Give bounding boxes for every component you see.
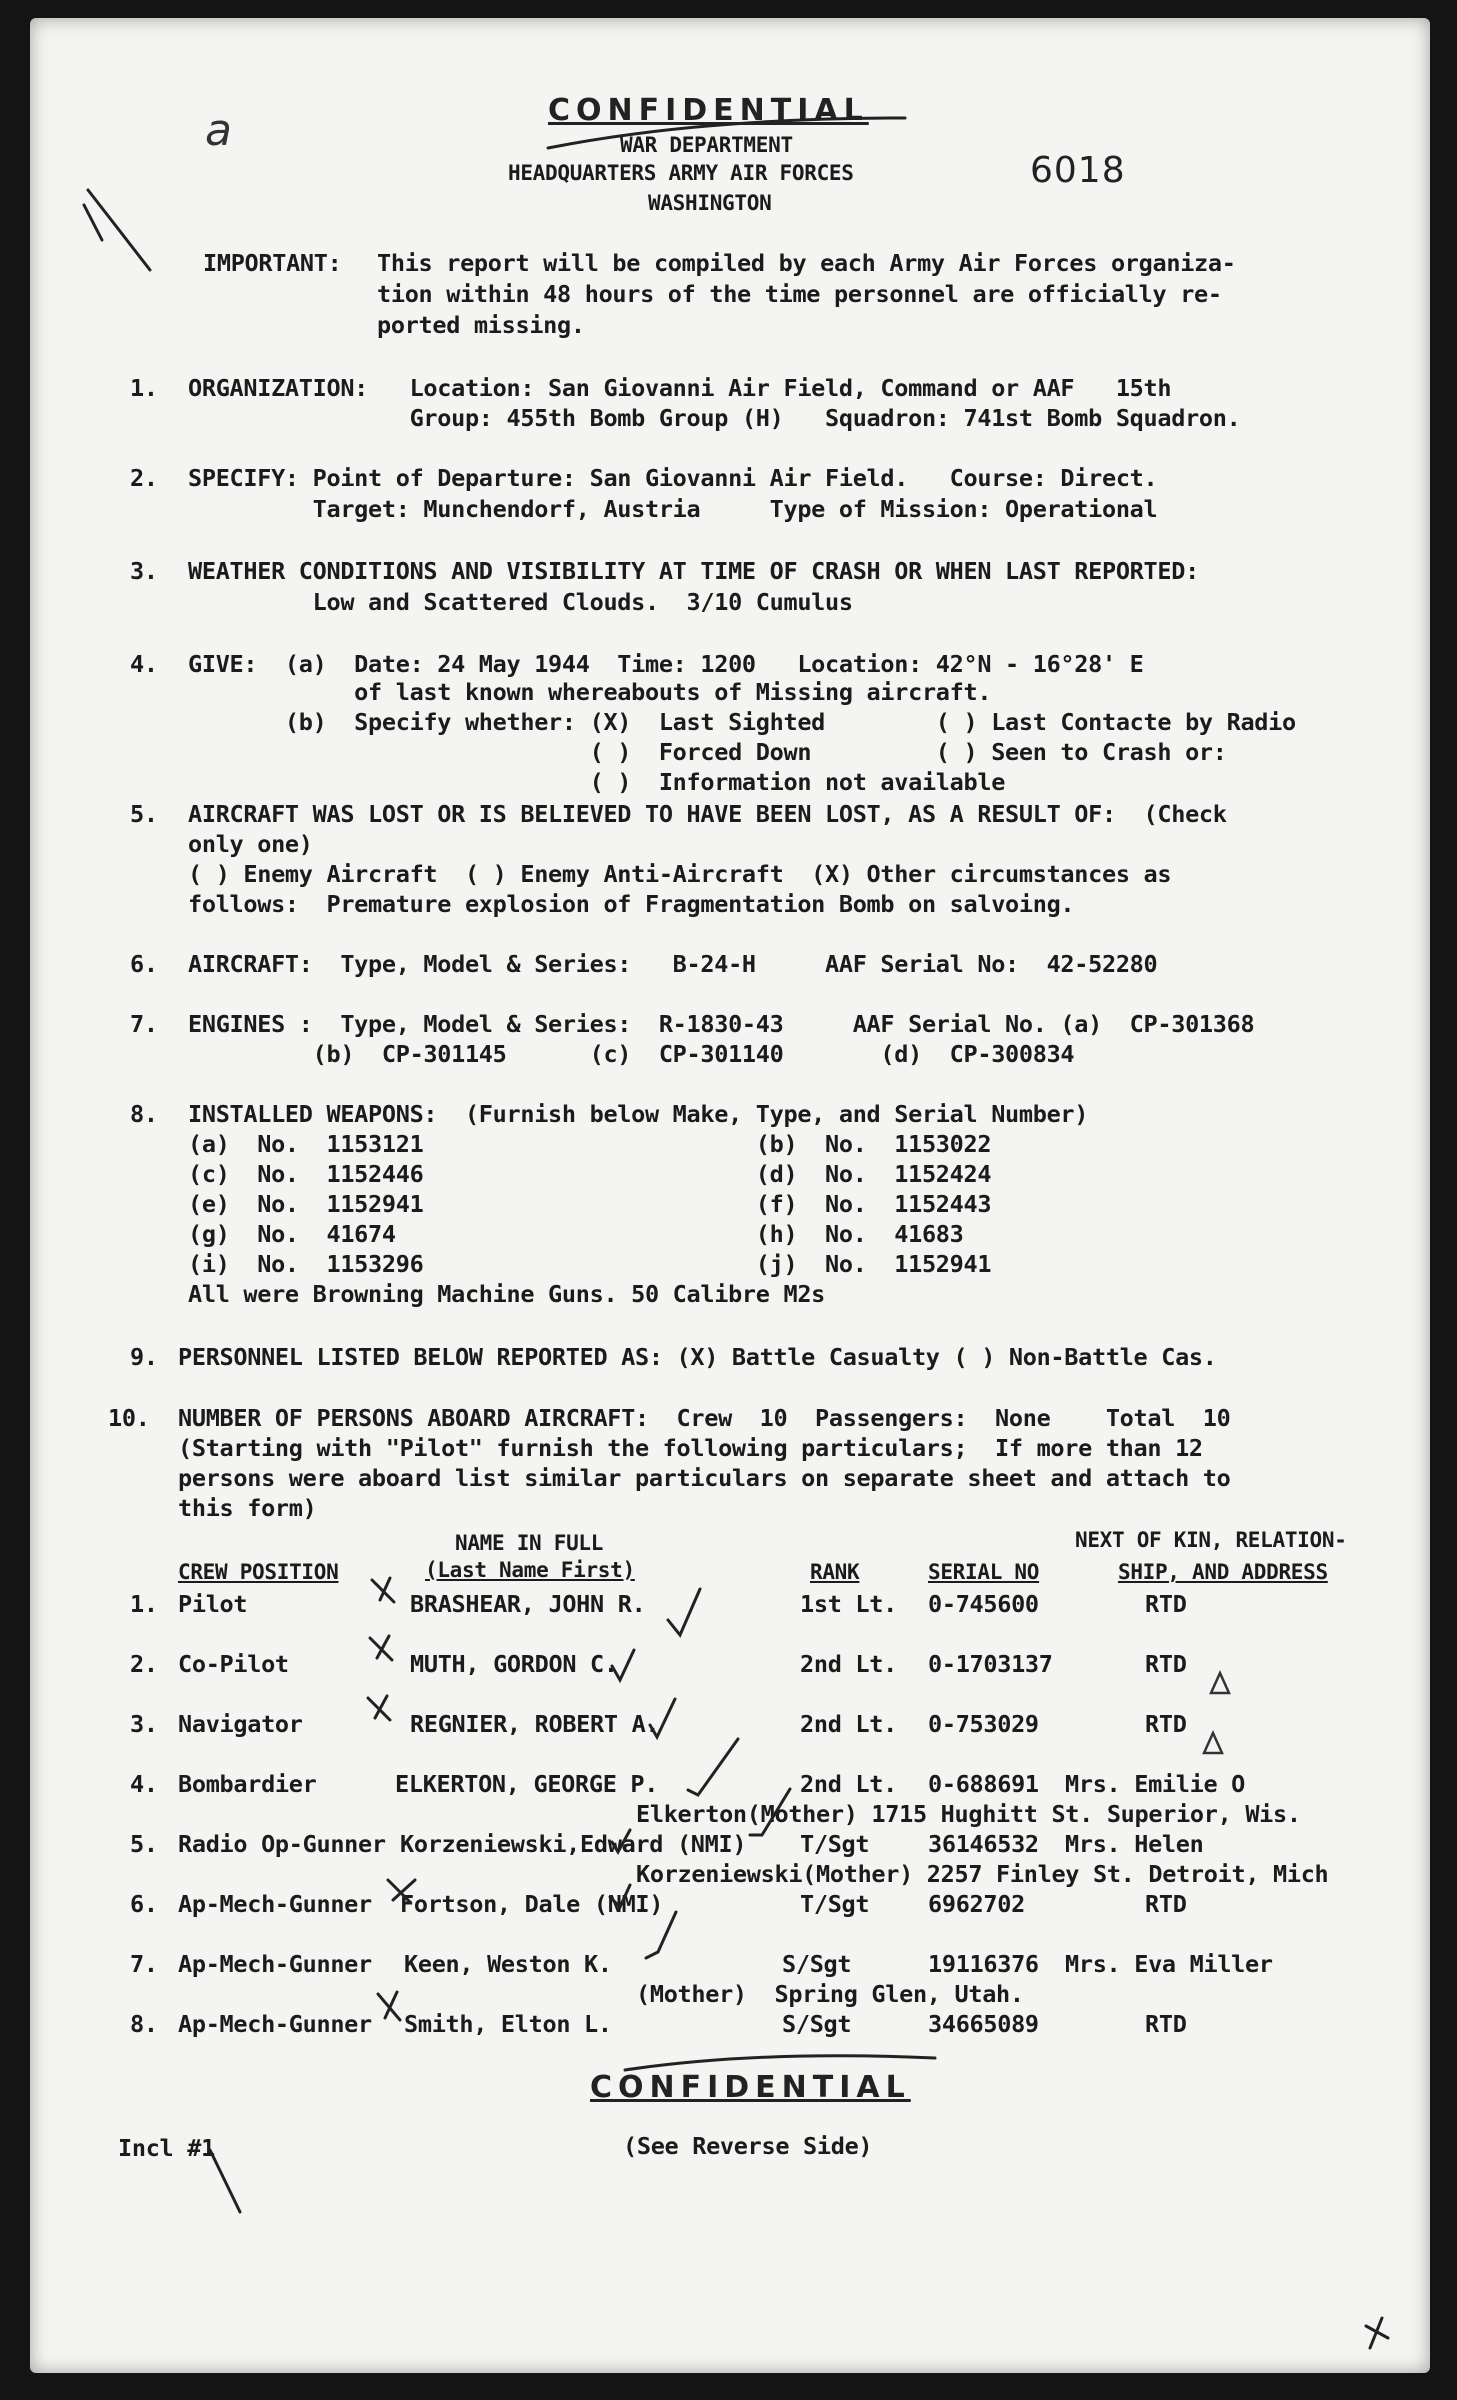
specify-line: SPECIFY: Point of Departure: San Giovanni Air Field. Course: Direct. bbox=[188, 464, 1158, 492]
margin-scribble bbox=[84, 190, 150, 270]
weapons-line: (c) No. 1152446 (d) No. 1152424 bbox=[188, 1160, 992, 1188]
important-label: IMPORTANT: bbox=[203, 249, 342, 277]
crew-next-of-kin-address: Korzeniewski(Mother) 2257 Finley St. Detroit, Mich bbox=[636, 1860, 1329, 1888]
triangle-mark bbox=[1211, 1673, 1229, 1693]
crew-next-of-kin-address: (Mother) Spring Glen, Utah. bbox=[636, 1980, 1024, 2008]
crew-serial: 0-1703137 bbox=[928, 1650, 1053, 1678]
crew-serial: 19116376 bbox=[928, 1950, 1039, 1978]
crew-rank: T/Sgt bbox=[800, 1830, 870, 1858]
x-mark bbox=[372, 1578, 394, 1602]
important-line: ported missing. bbox=[377, 311, 585, 339]
x-mark bbox=[388, 1880, 415, 1902]
row-number: 4. bbox=[130, 1770, 158, 1798]
corner-mark bbox=[1366, 2318, 1388, 2348]
strike-line bbox=[548, 118, 905, 148]
important-line: tion within 48 hours of the time personnel are officially re- bbox=[377, 280, 1222, 308]
check-mark bbox=[750, 1789, 790, 1835]
weapons-line: (e) No. 1152941 (f) No. 1152443 bbox=[188, 1190, 992, 1218]
crew-name: Korzeniewski,Edward (NMI) bbox=[400, 1830, 747, 1858]
crew-name: MUTH, GORDON C. bbox=[410, 1650, 618, 1678]
x-mark bbox=[368, 1696, 390, 1720]
give-line: ( ) Forced Down ( ) Seen to Crash or: bbox=[188, 738, 1227, 766]
item-number: 6. bbox=[130, 950, 158, 978]
persons-aboard-line: this form) bbox=[178, 1494, 317, 1522]
organization-line: ORGANIZATION: Location: San Giovanni Air Field, Command or AAF 15th bbox=[188, 374, 1172, 402]
weapons-line: INSTALLED WEAPONS: (Furnish below Make, Type, and Serial Number) bbox=[188, 1100, 1089, 1128]
cause-line: only one) bbox=[188, 830, 313, 858]
check-mark bbox=[612, 1830, 630, 1852]
crew-name: BRASHEAR, JOHN R. bbox=[410, 1590, 646, 1618]
dept-line: WAR DEPARTMENT bbox=[620, 133, 793, 157]
item-number: 1. bbox=[130, 374, 158, 402]
check-mark bbox=[646, 1912, 676, 1958]
handwritten-letter: a bbox=[205, 105, 232, 156]
triangle-mark bbox=[1204, 1733, 1222, 1753]
crew-serial: 0-753029 bbox=[928, 1710, 1039, 1738]
item-number: 8. bbox=[130, 1100, 158, 1128]
row-number: 5. bbox=[130, 1830, 158, 1858]
crew-serial: 36146532 bbox=[928, 1830, 1039, 1858]
crew-position: Radio Op-Gunner bbox=[178, 1830, 386, 1858]
item-number: 3. bbox=[130, 557, 158, 585]
crew-position: Navigator bbox=[178, 1710, 303, 1738]
hq-line: HEADQUARTERS ARMY AIR FORCES bbox=[508, 161, 854, 185]
weapons-line: (a) No. 1153121 (b) No. 1153022 bbox=[188, 1130, 992, 1158]
crew-position: Co-Pilot bbox=[178, 1650, 289, 1678]
crew-serial: 34665089 bbox=[928, 2010, 1039, 2038]
weather-line: WEATHER CONDITIONS AND VISIBILITY AT TIME OF CRASH OR WHEN LAST REPORTED: bbox=[188, 557, 1199, 585]
row-number: 3. bbox=[130, 1710, 158, 1738]
crew-next-of-kin: RTD bbox=[1145, 2010, 1187, 2038]
item-number: 2. bbox=[130, 464, 158, 492]
classification-bottom: CONFIDENTIAL bbox=[590, 2070, 911, 2105]
crew-rank: 1st Lt. bbox=[800, 1590, 897, 1618]
give-line: GIVE: (a) Date: 24 May 1944 Time: 1200 Location: 42°N - 16°28' E bbox=[188, 650, 1144, 678]
give-line: of last known whereabouts of Missing aircraft. bbox=[188, 678, 992, 706]
crew-rank: T/Sgt bbox=[800, 1890, 870, 1918]
persons-aboard-line: NUMBER OF PERSONS ABOARD AIRCRAFT: Crew 10 Passengers: None Total 10 bbox=[178, 1404, 1231, 1432]
enclosure-label: Incl #1 bbox=[118, 2134, 215, 2162]
crew-rank: S/Sgt bbox=[782, 2010, 852, 2038]
check-mark bbox=[650, 1699, 675, 1737]
crew-rank: 2nd Lt. bbox=[800, 1710, 897, 1738]
give-line: (b) Specify whether: (X) Last Sighted ( ) Last Contacte by Radio bbox=[188, 708, 1296, 736]
header-rank: RANK bbox=[810, 1560, 860, 1584]
specify-line: Target: Munchendorf, Austria Type of Mission: Operational bbox=[188, 495, 1158, 523]
crew-next-of-kin-address: Elkerton(Mother) 1715 Hughitt St. Superior, Wis. bbox=[636, 1800, 1301, 1828]
crew-serial: 0-688691 bbox=[928, 1770, 1039, 1798]
pen-stroke bbox=[210, 2150, 240, 2212]
cause-line: follows: Premature explosion of Fragmentation Bomb on salvoing. bbox=[188, 890, 1075, 918]
row-number: 1. bbox=[130, 1590, 158, 1618]
city-line: WASHINGTON bbox=[648, 191, 772, 215]
row-number: 8. bbox=[130, 2010, 158, 2038]
classification-top: CONFIDENTIAL bbox=[548, 93, 869, 128]
header-crew-position: CREW POSITION bbox=[178, 1560, 339, 1584]
weapons-line: (g) No. 41674 (h) No. 41683 bbox=[188, 1220, 964, 1248]
header-serial: SERIAL NO bbox=[928, 1560, 1040, 1584]
crew-position: Ap-Mech-Gunner bbox=[178, 1890, 372, 1918]
weapons-line: (i) No. 1153296 (j) No. 1152941 bbox=[188, 1250, 992, 1278]
item-number: 9. bbox=[130, 1343, 158, 1371]
organization-line: Group: 455th Bomb Group (H) Squadron: 741st Bomb Squadron. bbox=[188, 404, 1241, 432]
persons-aboard-line: (Starting with "Pilot" furnish the following particulars; If more than 12 bbox=[178, 1434, 1203, 1462]
crew-rank: S/Sgt bbox=[782, 1950, 852, 1978]
personnel-status-line: PERSONNEL LISTED BELOW REPORTED AS: (X) Battle Casualty ( ) Non-Battle Cas. bbox=[178, 1343, 1217, 1371]
row-number: 7. bbox=[130, 1950, 158, 1978]
crew-name: Keen, Weston K. bbox=[404, 1950, 612, 1978]
header-name-top: NAME IN FULL bbox=[455, 1531, 604, 1555]
weather-line: Low and Scattered Clouds. 3/10 Cumulus bbox=[188, 588, 853, 616]
crew-name: REGNIER, ROBERT A. bbox=[410, 1710, 660, 1738]
cause-line: AIRCRAFT WAS LOST OR IS BELIEVED TO HAVE BEEN LOST, AS A RESULT OF: (Check bbox=[188, 800, 1227, 828]
aircraft-line: AIRCRAFT: Type, Model & Series: B-24-H AAF Serial No: 42-52280 bbox=[188, 950, 1158, 978]
crew-next-of-kin: RTD bbox=[1145, 1590, 1187, 1618]
row-number: 2. bbox=[130, 1650, 158, 1678]
persons-aboard-line: persons were aboard list similar particulars on separate sheet and attach to bbox=[178, 1464, 1231, 1492]
item-number: 4. bbox=[130, 650, 158, 678]
check-mark bbox=[668, 1589, 700, 1635]
crew-serial: 6962702 bbox=[928, 1890, 1025, 1918]
strike-line bbox=[625, 2056, 935, 2070]
crew-next-of-kin: Mrs. Emilie O bbox=[1065, 1770, 1246, 1798]
check-mark bbox=[610, 1885, 630, 1907]
check-mark bbox=[612, 1650, 634, 1680]
cause-line: ( ) Enemy Aircraft ( ) Enemy Anti-Aircraft (X) Other circumstances as bbox=[188, 860, 1172, 888]
item-number: 5. bbox=[130, 800, 158, 828]
item-number: 10. bbox=[108, 1404, 150, 1432]
important-line: This report will be compiled by each Army Air Forces organiza- bbox=[377, 249, 1236, 277]
crew-name: Fortson, Dale (NMI) bbox=[400, 1890, 664, 1918]
weapons-line: All were Browning Machine Guns. 50 Calibre M2s bbox=[188, 1280, 826, 1308]
row-number: 6. bbox=[130, 1890, 158, 1918]
x-mark bbox=[378, 1992, 400, 2020]
header-name: (Last Name First) bbox=[425, 1558, 635, 1582]
crew-name: ELKERTON, GEORGE P. bbox=[395, 1770, 659, 1798]
crew-rank: 2nd Lt. bbox=[800, 1770, 897, 1798]
item-number: 7. bbox=[130, 1010, 158, 1038]
crew-next-of-kin: Mrs. Helen bbox=[1065, 1830, 1204, 1858]
crew-name: Smith, Elton L. bbox=[404, 2010, 612, 2038]
crew-position: Pilot bbox=[178, 1590, 248, 1618]
check-mark bbox=[688, 1739, 738, 1795]
document-number: 6018 bbox=[1030, 150, 1126, 191]
header-kin: SHIP, AND ADDRESS bbox=[1118, 1560, 1328, 1584]
give-line: ( ) Information not available bbox=[188, 768, 1006, 796]
see-reverse-note: (See Reverse Side) bbox=[623, 2132, 873, 2160]
engines-line: (b) CP-301145 (c) CP-301140 (d) CP-300834 bbox=[188, 1040, 1075, 1068]
crew-next-of-kin: RTD bbox=[1145, 1650, 1187, 1678]
crew-next-of-kin: RTD bbox=[1145, 1890, 1187, 1918]
crew-next-of-kin: RTD bbox=[1145, 1710, 1187, 1738]
crew-position: Ap-Mech-Gunner bbox=[178, 2010, 372, 2038]
header-kin-top: NEXT OF KIN, RELATION- bbox=[1075, 1528, 1347, 1552]
crew-serial: 0-745600 bbox=[928, 1590, 1039, 1618]
crew-next-of-kin: Mrs. Eva Miller bbox=[1065, 1950, 1273, 1978]
engines-line: ENGINES : Type, Model & Series: R-1830-43 AAF Serial No. (a) CP-301368 bbox=[188, 1010, 1255, 1038]
crew-position: Ap-Mech-Gunner bbox=[178, 1950, 372, 1978]
crew-position: Bombardier bbox=[178, 1770, 317, 1798]
crew-rank: 2nd Lt. bbox=[800, 1650, 897, 1678]
x-mark bbox=[370, 1636, 392, 1660]
